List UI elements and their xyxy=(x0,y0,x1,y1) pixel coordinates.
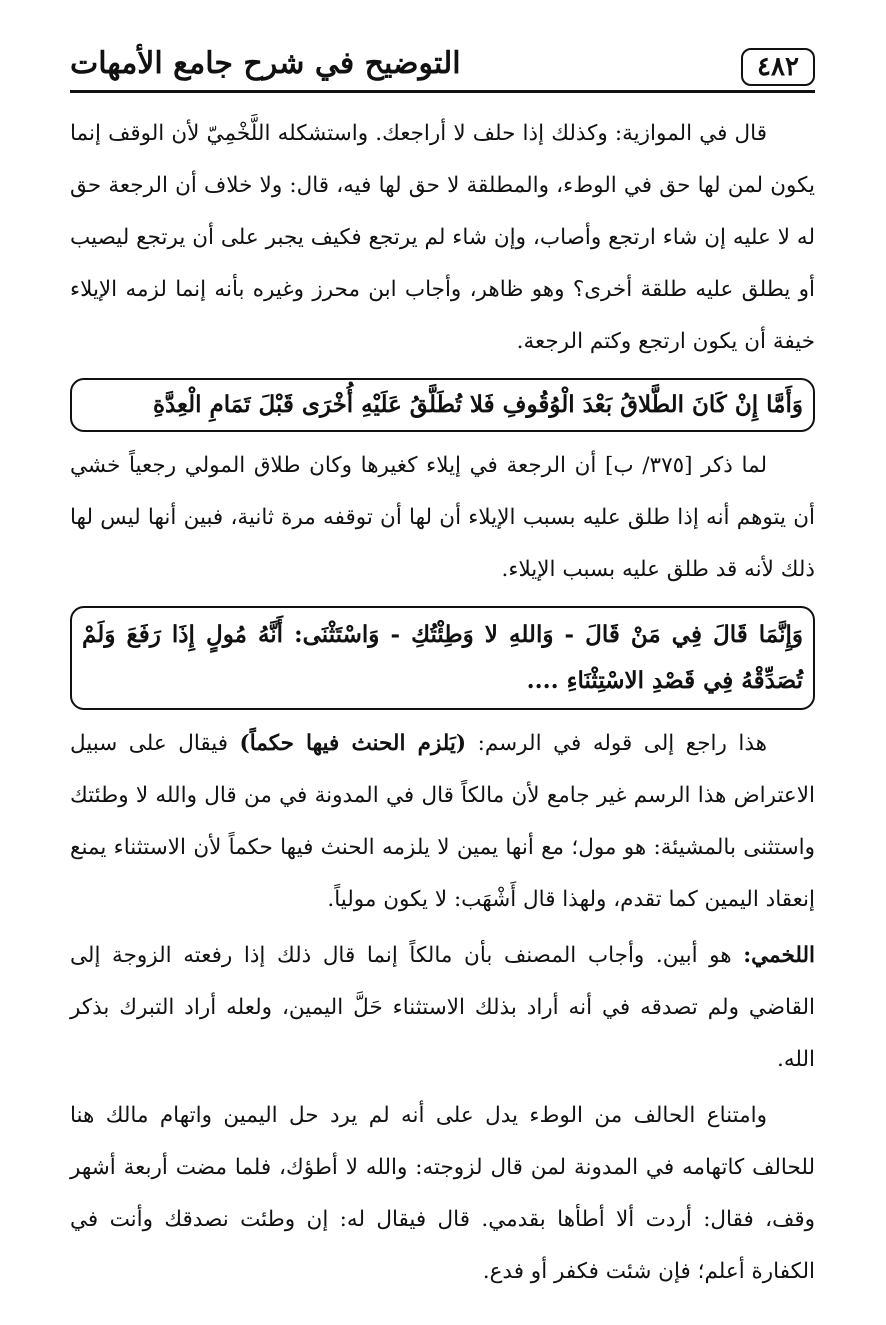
paragraph-1: قال في الموازية: وكذلك إذا حلف لا أراجعك. واستشكله اللَّخْمِيّ لأن الوقف إنما يكون لمن لها حق في الوطء، والمطلقة لا حق لها فيه، قال: ولا خلاف أن الرجعة حق له لا عليه إن شاء ارتجع وأصاب، وإن شاء لم يرتجع فكيف يجبر على أن يرتجع ليصيب أو يطلق عليه طلقة أخرى؟ وهو ظاهر، وأجاب ابن محرز وغيره بأنه إنما لزمه الإيلاء خيفة أن يكون ارتجع وكتم الرجعة. xyxy=(70,121,815,354)
lakhmi-label: اللخمي: xyxy=(743,943,815,968)
book-title: التوضيح في شرح جامع الأمهات xyxy=(70,46,461,81)
header-rule xyxy=(70,90,815,93)
paragraph-3 xyxy=(70,718,815,926)
paragraph-4-text: هو أبين. وأجاب المصنف بأن مالكاً إنما قال ذلك إذا رفعته الزوجة إلى القاضي ولم تصدقه في أنه أراد بذلك الاستثناء حَلَّ اليمين، ولعله أراد التبرك بذكر الله. xyxy=(70,943,815,1072)
page-header xyxy=(70,38,815,98)
paragraph-5: وامتناع الحالف من الوطء يدل على أنه لم يرد حل اليمين واتهام مالك هنا للحالف كاتهامه في المدونة لمن قال لزوجته: والله لا أطؤك، فلما مضت أربعة أشهر وقف، فقال: أردت ألا أطأها بقدمي. قال فيقال له: إن وطئت نصدقك وأنت في الكفارة أعلم؛ فإن شئت فكفر أو فدع. xyxy=(70,1103,815,1284)
paragraph-2: لما ذكر [٣٧٥/ ب] أن الرجعة في إيلاء كغيرها وكان طلاق المولي رجعياً خشي أن يتوهم أنه إذا طلق عليه بسبب الإيلاء أن لها أن توقفه مرة ثانية، فبين أنها ليس لها ذلك لأنه قد طلق عليه بسبب الإيلاء. xyxy=(70,453,815,582)
page-body xyxy=(70,108,815,1298)
matn-text-2: وَإِنَّمَا قَالَ فِي مَنْ قَالَ - وَاللهِ لا وَطِئْتُكِ - وَاسْتَثْنَى: أَنَّهُ مُولٍ إِذَا رَفَعَ وَلَمْ تُصَدِّقْهُ فِي قَصْدِ الاسْتِثْنَاءِ .... xyxy=(82,621,803,694)
paragraph-3-quote: (يَلزم الحنث فيها حكماً) xyxy=(239,731,467,756)
matn-box-1 xyxy=(70,378,815,432)
matn-text-1: وَأَمَّا إِنْ كَانَ الطَّلاقُ بَعْدَ الْوُقُوفِ فَلا تُطَلَّقُ عَلَيْهِ أُخْرَى قَبْلَ تَمَامِ الْعِدَّةِ xyxy=(152,391,803,418)
matn-box-2 xyxy=(70,606,815,710)
paragraph-3-rest: فيقال على سبيل الاعتراض هذا الرسم غير جامع لأن مالكاً قال في المدونة في من قال والله لا وطئتك واستثنى بالمشيئة: هو مول؛ مع أنها يمين لا يلزمه الحنث فيها حكماً لأن الاستثناء يمنع إنعقاد اليمين كما تقدم، ولهذا قال أَشْهَب: لا يكون مولياً. xyxy=(70,731,815,912)
page-number: ٤٨٢ xyxy=(757,52,799,82)
paragraph-3-start: هذا راجع إلى قوله في الرسم: xyxy=(466,731,767,756)
paragraph-4 xyxy=(70,930,815,1086)
page-number-box xyxy=(741,48,815,86)
